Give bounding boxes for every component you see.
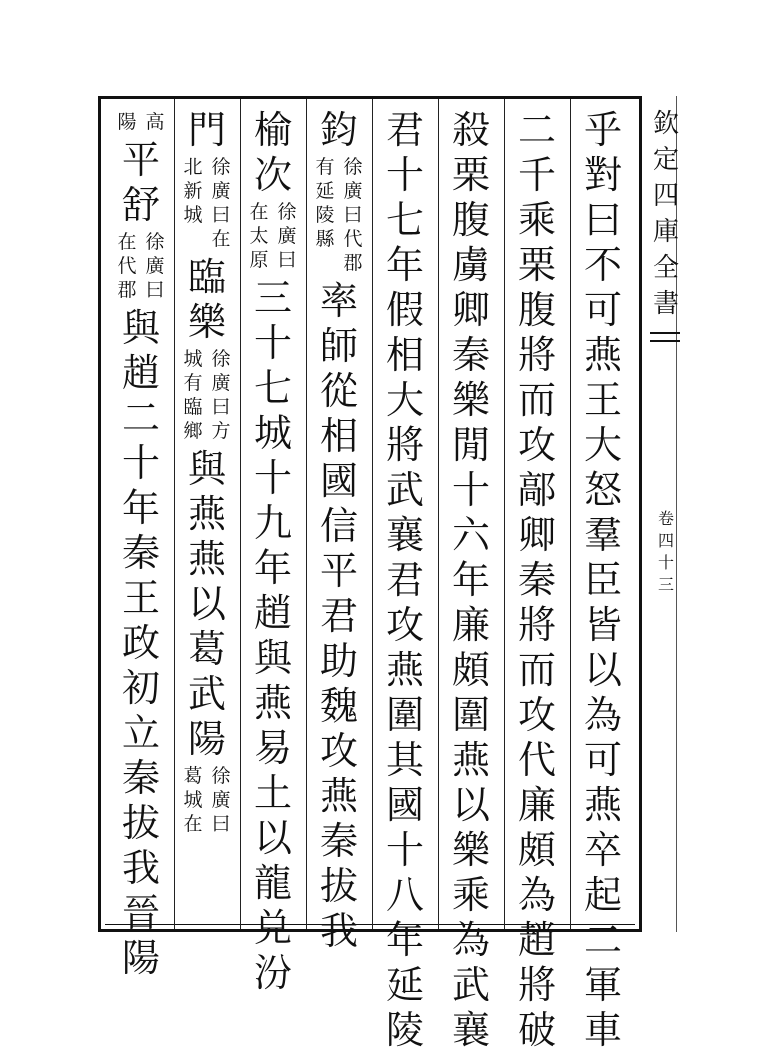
main-character: 頗 xyxy=(517,828,556,872)
main-character: 九 xyxy=(253,501,292,545)
commentary-character: 延 xyxy=(315,180,335,202)
main-character: 八 xyxy=(385,873,424,917)
commentary-line xyxy=(115,110,139,134)
main-character: 燕 xyxy=(385,648,424,692)
text-column xyxy=(244,108,302,995)
main-character: 平 xyxy=(319,549,358,593)
commentary-character: 廣 xyxy=(343,180,363,202)
commentary-character: 太 xyxy=(249,225,269,247)
main-character: 葛 xyxy=(187,627,226,671)
main-character: 樂 xyxy=(187,300,226,344)
main-character: 羣 xyxy=(583,513,622,557)
main-character: 將 xyxy=(517,963,556,1007)
main-character: 閒 xyxy=(451,423,490,467)
main-character: 武 xyxy=(385,468,424,512)
margin-volume-char: 卷 xyxy=(657,509,674,528)
main-character: 燕 xyxy=(451,738,490,782)
main-character: 殺 xyxy=(451,108,490,152)
main-character: 將 xyxy=(517,333,556,377)
commentary-character: 徐 xyxy=(343,156,363,178)
main-character: 怒 xyxy=(583,468,622,512)
main-character: 虜 xyxy=(451,243,490,287)
main-character: 秦 xyxy=(121,531,160,575)
main-character: 攻 xyxy=(517,693,556,737)
main-character: 趙 xyxy=(121,351,160,395)
main-character: 次 xyxy=(253,153,292,197)
main-character: 與 xyxy=(253,636,292,680)
main-character: 二 xyxy=(121,396,160,440)
main-character: 乘 xyxy=(517,198,556,242)
main-character: 秦 xyxy=(451,333,490,377)
main-character: 曰 xyxy=(583,198,622,242)
column-rule xyxy=(438,99,439,929)
commentary-character: 廣 xyxy=(277,225,297,247)
main-character: 秦 xyxy=(319,819,358,863)
main-character: 以 xyxy=(451,783,490,827)
text-column xyxy=(112,108,170,980)
main-character: 大 xyxy=(583,423,622,467)
main-character: 圍 xyxy=(451,693,490,737)
main-character: 可 xyxy=(583,288,622,332)
main-character: 秦 xyxy=(517,558,556,602)
commentary-character: 郡 xyxy=(117,279,137,301)
main-character: 七 xyxy=(385,198,424,242)
commentary-character: 徐 xyxy=(211,348,231,370)
main-character: 車 xyxy=(583,1008,622,1052)
main-character: 將 xyxy=(385,423,424,467)
main-character: 圍 xyxy=(385,693,424,737)
main-character: 秦 xyxy=(121,756,160,800)
main-character: 我 xyxy=(121,846,160,890)
commentary-character: 廣 xyxy=(211,372,231,394)
commentary-character: 廣 xyxy=(211,180,231,202)
main-character: 師 xyxy=(319,324,358,368)
main-character: 城 xyxy=(253,411,292,455)
commentary-line xyxy=(143,230,167,302)
main-character: 可 xyxy=(583,738,622,782)
main-character: 而 xyxy=(517,378,556,422)
commentary-character: 曰 xyxy=(211,396,231,418)
main-character: 卒 xyxy=(583,828,622,872)
main-character: 破 xyxy=(517,1008,556,1052)
main-character: 臨 xyxy=(187,255,226,299)
main-character: 而 xyxy=(517,648,556,692)
commentary-character: 曰 xyxy=(277,249,297,271)
main-character: 拔 xyxy=(319,864,358,908)
volume-number xyxy=(654,508,678,596)
text-column xyxy=(376,108,434,1052)
main-character: 率 xyxy=(319,279,358,323)
commentary-character: 在 xyxy=(249,201,269,223)
main-character: 初 xyxy=(121,666,160,710)
main-character: 攻 xyxy=(517,423,556,467)
main-character: 年 xyxy=(385,918,424,962)
text-column xyxy=(310,108,368,953)
main-character: 立 xyxy=(121,711,160,755)
main-character: 相 xyxy=(319,414,358,458)
margin-volume-char: 十 xyxy=(657,553,674,572)
commentary-character: 臨 xyxy=(183,396,203,418)
commentary-character: 原 xyxy=(249,249,269,271)
commentary-line xyxy=(209,347,233,443)
main-character: 栗 xyxy=(451,153,490,197)
main-character: 魏 xyxy=(319,684,358,728)
commentary-character: 曰 xyxy=(343,204,363,226)
main-character: 二 xyxy=(583,918,622,962)
main-character: 不 xyxy=(583,243,622,287)
commentary-character: 在 xyxy=(117,231,137,253)
commentary-character: 曰 xyxy=(211,813,231,835)
main-character: 臣 xyxy=(583,558,622,602)
main-character: 以 xyxy=(187,582,226,626)
main-character: 兑 xyxy=(253,906,292,950)
column-rule xyxy=(240,99,241,929)
main-character: 拔 xyxy=(121,801,160,845)
main-character: 燕 xyxy=(583,333,622,377)
main-character: 君 xyxy=(385,108,424,152)
commentary-character: 鄉 xyxy=(183,420,203,442)
main-character: 王 xyxy=(583,378,622,422)
main-character: 燕 xyxy=(583,783,622,827)
main-character: 陽 xyxy=(121,936,160,980)
column-rule xyxy=(174,99,175,929)
commentary-character: 代 xyxy=(343,228,363,250)
main-character: 腹 xyxy=(517,288,556,332)
main-character: 國 xyxy=(319,459,358,503)
main-character: 國 xyxy=(385,783,424,827)
main-character: 三 xyxy=(253,276,292,320)
main-character: 年 xyxy=(451,558,490,602)
main-character: 平 xyxy=(121,138,160,182)
main-character: 樂 xyxy=(451,378,490,422)
margin-title-char: 四 xyxy=(652,181,679,211)
main-character: 助 xyxy=(319,639,358,683)
commentary-character: 曰 xyxy=(145,279,165,301)
main-character: 陵 xyxy=(385,1008,424,1052)
main-character: 門 xyxy=(187,108,226,152)
commentary-line xyxy=(247,200,271,272)
main-character: 十 xyxy=(253,321,292,365)
commentary-line xyxy=(181,764,205,836)
main-character: 與 xyxy=(187,447,226,491)
main-character: 為 xyxy=(517,873,556,917)
main-character: 樂 xyxy=(451,828,490,872)
column-rule xyxy=(570,99,571,929)
main-character: 榆 xyxy=(253,108,292,152)
margin-volume-char: 三 xyxy=(657,575,674,594)
main-character: 對 xyxy=(583,153,622,197)
main-character: 皆 xyxy=(583,603,622,647)
main-character: 十 xyxy=(451,468,490,512)
commentary-character: 廣 xyxy=(211,789,231,811)
margin-volume-char: 四 xyxy=(657,531,674,550)
main-character: 趙 xyxy=(517,918,556,962)
main-character: 大 xyxy=(385,378,424,422)
main-character: 襄 xyxy=(451,1008,490,1052)
main-character: 燕 xyxy=(253,681,292,725)
main-character: 攻 xyxy=(385,603,424,647)
commentary-line xyxy=(275,200,299,272)
commentary-character: 城 xyxy=(183,204,203,226)
main-character: 延 xyxy=(385,963,424,1007)
commentary-character: 曰 xyxy=(211,204,231,226)
main-character: 廉 xyxy=(451,603,490,647)
commentary-character: 代 xyxy=(117,255,137,277)
commentary-line xyxy=(115,230,139,302)
fish-tail-mark xyxy=(650,332,680,342)
main-character: 將 xyxy=(517,603,556,647)
commentary-note xyxy=(115,230,167,302)
commentary-character: 高 xyxy=(145,111,165,133)
commentary-character: 陵 xyxy=(315,204,335,226)
main-character: 攻 xyxy=(319,729,358,773)
commentary-character: 徐 xyxy=(277,201,297,223)
main-character: 七 xyxy=(253,366,292,410)
commentary-note xyxy=(115,110,167,134)
main-character: 君 xyxy=(385,558,424,602)
commentary-note xyxy=(247,200,299,272)
main-character: 頗 xyxy=(451,648,490,692)
column-rule xyxy=(372,99,373,929)
main-character: 年 xyxy=(385,243,424,287)
main-character: 龍 xyxy=(253,861,292,905)
main-character: 代 xyxy=(517,738,556,782)
main-character: 栗 xyxy=(517,243,556,287)
main-character: 腹 xyxy=(451,198,490,242)
main-character: 十 xyxy=(385,828,424,872)
text-column xyxy=(442,108,500,1052)
commentary-line xyxy=(209,155,233,251)
column-rule xyxy=(306,99,307,929)
commentary-line xyxy=(181,155,205,251)
main-character: 君 xyxy=(319,594,358,638)
commentary-line xyxy=(143,110,167,134)
margin-title-char: 定 xyxy=(652,145,679,175)
text-column xyxy=(508,108,566,1052)
commentary-character: 徐 xyxy=(211,156,231,178)
main-character: 鈞 xyxy=(319,108,358,152)
margin-title-char: 書 xyxy=(652,289,679,319)
main-character: 汾 xyxy=(253,951,292,995)
margin-title-char: 庫 xyxy=(652,217,679,247)
commentary-character: 郡 xyxy=(343,252,363,274)
commentary-character: 陽 xyxy=(117,111,137,133)
main-character: 燕 xyxy=(187,492,226,536)
text-column xyxy=(574,108,632,1052)
commentary-character: 在 xyxy=(211,228,231,250)
main-character: 易 xyxy=(253,726,292,770)
main-character: 六 xyxy=(451,513,490,557)
main-character: 信 xyxy=(319,504,358,548)
main-character: 燕 xyxy=(319,774,358,818)
main-character: 鄗 xyxy=(517,468,556,512)
main-character: 襄 xyxy=(385,513,424,557)
commentary-note xyxy=(313,155,365,275)
main-character: 起 xyxy=(583,873,622,917)
commentary-line xyxy=(181,347,205,443)
commentary-line xyxy=(341,155,365,275)
column-rule xyxy=(504,99,505,929)
main-character: 舒 xyxy=(121,183,160,227)
commentary-character: 在 xyxy=(183,813,203,835)
main-character: 年 xyxy=(253,546,292,590)
commentary-character: 有 xyxy=(315,156,335,178)
main-character: 十 xyxy=(385,153,424,197)
commentary-character: 徐 xyxy=(211,765,231,787)
main-character: 為 xyxy=(583,693,622,737)
main-character: 卿 xyxy=(451,288,490,332)
main-character: 二 xyxy=(517,108,556,152)
main-character: 為 xyxy=(451,918,490,962)
main-character: 乎 xyxy=(583,108,622,152)
margin-title-char: 欽 xyxy=(652,109,679,139)
commentary-character: 縣 xyxy=(315,228,335,250)
main-character: 燕 xyxy=(187,537,226,581)
commentary-note xyxy=(181,764,233,836)
commentary-character: 城 xyxy=(183,348,203,370)
main-character: 趙 xyxy=(253,591,292,635)
commentary-note xyxy=(181,347,233,443)
main-character: 千 xyxy=(517,153,556,197)
main-character: 武 xyxy=(451,963,490,1007)
main-character: 乘 xyxy=(451,873,490,917)
main-character: 以 xyxy=(253,816,292,860)
main-character: 其 xyxy=(385,738,424,782)
main-character: 以 xyxy=(583,648,622,692)
book-title xyxy=(646,106,686,322)
commentary-character: 北 xyxy=(183,156,203,178)
commentary-character: 方 xyxy=(211,420,231,442)
page-margin xyxy=(646,96,686,932)
commentary-character: 葛 xyxy=(183,765,203,787)
main-character: 十 xyxy=(253,456,292,500)
commentary-note xyxy=(181,155,233,251)
main-character: 政 xyxy=(121,621,160,665)
main-character: 廉 xyxy=(517,783,556,827)
commentary-line xyxy=(313,155,337,275)
commentary-character: 新 xyxy=(183,180,203,202)
main-character: 陽 xyxy=(187,717,226,761)
main-character: 年 xyxy=(121,486,160,530)
commentary-character: 廣 xyxy=(145,255,165,277)
commentary-line xyxy=(209,764,233,836)
main-character: 武 xyxy=(187,672,226,716)
commentary-character: 徐 xyxy=(145,231,165,253)
main-character: 軍 xyxy=(583,963,622,1007)
main-character: 與 xyxy=(121,306,160,350)
main-character: 王 xyxy=(121,576,160,620)
main-character: 相 xyxy=(385,333,424,377)
main-character: 從 xyxy=(319,369,358,413)
commentary-character: 有 xyxy=(183,372,203,394)
text-column xyxy=(178,108,236,928)
main-character: 晉 xyxy=(121,891,160,935)
main-character: 假 xyxy=(385,288,424,332)
commentary-character: 城 xyxy=(183,789,203,811)
main-character: 十 xyxy=(121,441,160,485)
main-character: 卿 xyxy=(517,513,556,557)
main-character: 我 xyxy=(319,909,358,953)
main-character: 土 xyxy=(253,771,292,815)
margin-title-char: 全 xyxy=(652,253,679,283)
